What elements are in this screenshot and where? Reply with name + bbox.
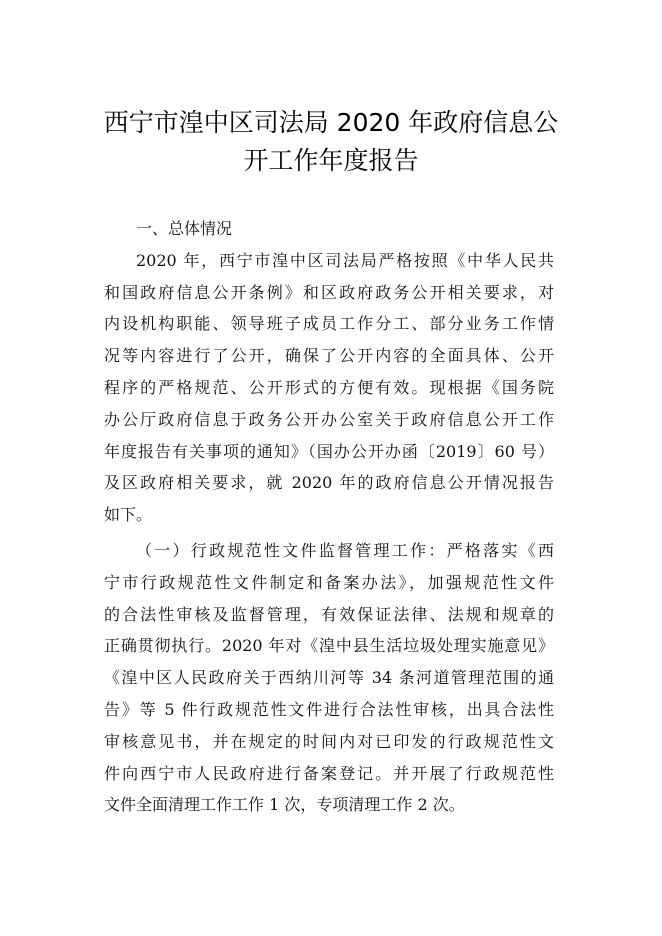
paragraph-line: 况等内容进行了公开，确保了公开内容的全面具体、公开 — [104, 346, 554, 366]
paragraph-line: 年度报告有关事项的通知》（国办公开办函〔2019〕60 号） — [104, 441, 554, 461]
paragraph-line: 文件全面清理工作工作 1 次，专项清理工作 2 次。 — [104, 795, 465, 815]
title-line-1: 西宁市湟中区司法局 2020 年政府信息公 — [103, 108, 559, 137]
paragraph-line: 及区政府相关要求，就 2020 年的政府信息公开情况报告 — [104, 473, 554, 493]
paragraph-line: 宁市行政规范性文件制定和备案办法》，加强规范性文件 — [104, 572, 554, 592]
document-body — [104, 213, 554, 821]
section-heading-overview: 一、总体情况 — [136, 219, 233, 238]
paragraph-line: 程序的严格规范、公开形式的方便有效。现根据《国务院 — [104, 377, 554, 397]
paragraph-line: 如下。 — [104, 505, 153, 525]
paragraph-normative-documents — [104, 535, 554, 821]
paragraph-line: 和国政府信息公开条例》和区政府政务公开相关要求，对 — [104, 282, 554, 302]
paragraph-line: 正确贯彻执行。2020 年对《湟中县生活垃圾处理实施意见》 — [104, 636, 554, 656]
paragraph-line: 内设机构职能、领导班子成员工作分工、部分业务工作情 — [104, 314, 554, 334]
paragraph-line: 办公厅政府信息于政务公开办公室关于政府信息公开工作 — [104, 409, 554, 429]
title-line-2: 开工作年度报告 — [243, 146, 419, 175]
paragraph-line: 件向西宁市人民政府进行备案登记。并开展了行政规范性 — [104, 763, 554, 783]
paragraph-line: 2020 年，西宁市湟中区司法局严格按照《中华人民共 — [136, 250, 554, 270]
paragraph-overview — [104, 245, 554, 531]
paragraph-line: （一）行政规范性文件监督管理工作：严格落实《西 — [136, 540, 554, 560]
paragraph-line: 审核意见书，并在规定的时间内对已印发的行政规范性文 — [104, 731, 554, 751]
document-title — [80, 104, 582, 180]
paragraph-line: 《湟中区人民政府关于西纳川河等 34 条河道管理范围的通 — [104, 668, 554, 688]
paragraph-line: 告》等 5 件行政规范性文件进行合法性审核，出具合法性 — [104, 699, 554, 719]
paragraph-line: 的合法性审核及监督管理，有效保证法律、法规和规章的 — [104, 604, 554, 624]
